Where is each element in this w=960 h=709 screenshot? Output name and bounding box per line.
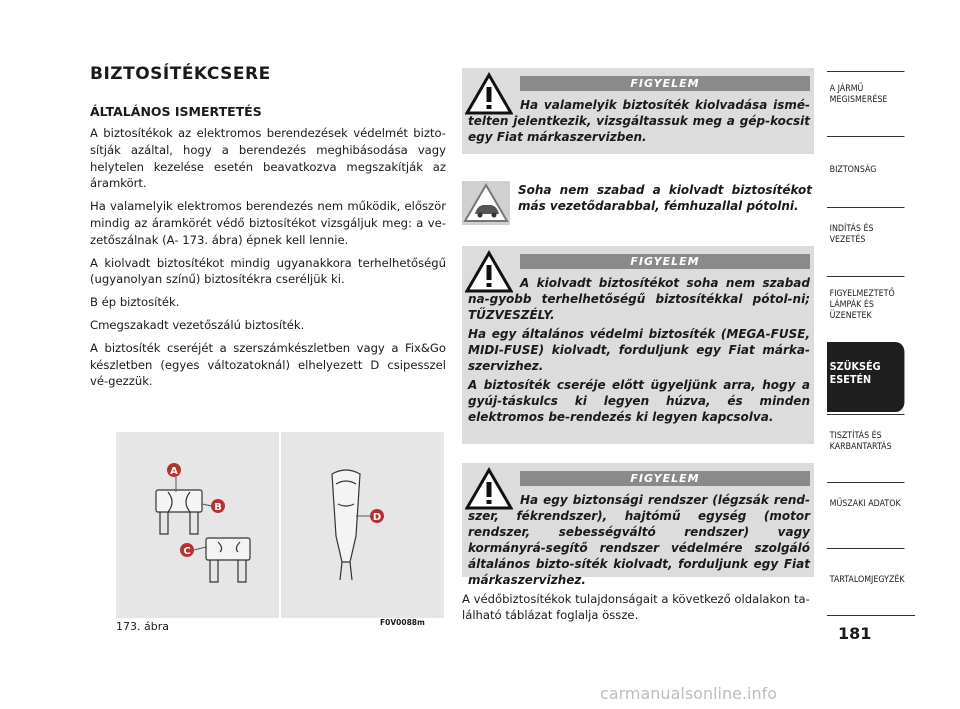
warning-band: FIGYELEM (520, 254, 810, 269)
watermark: carmanualsonline.info (600, 684, 778, 703)
fuse-blown-icon (206, 538, 250, 582)
warning-band: FIGYELEM (520, 76, 810, 91)
fuse-intact-icon (156, 490, 202, 534)
fuse-figure (116, 432, 444, 618)
label-b: B (214, 502, 222, 513)
tab-safety[interactable]: BIZTONSÁG (827, 136, 904, 206)
section-heading: ÁLTALÁNOS ISMERTETÉS (90, 104, 262, 119)
label-d: D (372, 512, 382, 523)
warning-box (462, 68, 814, 154)
warning-band: FIGYELEM (520, 471, 810, 486)
warning-text: Ha egy általános védelmi biztosíték (MEGA-FUSE, MIDI-FUSE) kiolvadt, forduljunk egy Fiat márka-szervizhez. (468, 327, 810, 373)
tab-vehicle[interactable]: A JÁRMŰ MEGISMERÉSE (827, 71, 904, 135)
label-a: A (170, 466, 178, 477)
note-text: Soha nem szabad a kiolvadt biztosítékot más vezetődarabbal, fémhuzallal pótolni. (518, 183, 812, 213)
warning-box (462, 246, 814, 444)
tab-index[interactable]: TARTALOMJEGYZÉK (827, 548, 904, 614)
fuse-illustration (116, 432, 444, 618)
paragraph: Ha valamelyik elektromos berendezés nem működik, először mindig az áramkörét védő biztosítékot vizsgáljuk meg: a ve-zetőszálnak (A- 173. ábra) épnek kell lennie. (90, 199, 446, 247)
main-text-column (90, 64, 446, 396)
tab-maintenance[interactable]: TISZTÍTÁS ÉS KARBANTARTÁS (827, 414, 904, 482)
warning-box (462, 463, 814, 587)
figure-caption: 173. ábra (116, 620, 169, 633)
warning-text: Ha valamelyik biztosíték kiolvadása ismé-telten jelentkezik, vizsgáltassuk meg a gép-kocsit egy Fiat márkaszervizben. (468, 98, 810, 144)
page-title: BIZTOSÍTÉKCSERE (90, 64, 271, 84)
warning-text-group (468, 275, 810, 428)
tab-starting[interactable]: INDÍTÁS ÉS VEZETÉS (827, 207, 904, 275)
tab-specs[interactable]: MŰSZAKI ADATOK (827, 482, 904, 548)
summary-text: A védőbiztosítékok tulajdonságait a következő oldalakon ta-lálható táblázat foglalja össze. (462, 592, 810, 622)
figure-code: F0V0088m (380, 618, 425, 627)
car-warning-icon (462, 181, 510, 225)
fuse-tweezers-icon (332, 470, 360, 580)
paragraph: B ép biztosíték. (90, 295, 180, 310)
warning-text: A kiolvadt biztosítékot soha nem szabad na-gyobb terhelhetőségű biztosítékkal pótol-ni; TŰZVESZÉLY. (468, 276, 810, 322)
label-c: C (183, 546, 191, 557)
paragraph: A biztosítékok az elektromos berendezések védelmét bizto-sítják azáltal, hogy a berendezés meghibásodása vagy helytelen kezelése esetén beavatkozva megszakítják az áramkört. (90, 126, 446, 191)
warning-text: Ha egy biztonsági rendszer (légzsák rend-szer, fékrendszer), hajtómű egység (motor rendszer, sebességváltó rendszer) vagy kormányrá-segítő rendszer védelmére szolgáló általános bizto-síték kiolvadt, forduljunk egy Fiat márkaszervizhez. (468, 493, 810, 587)
page-number: 181 (838, 624, 872, 643)
tab-warning-lamps[interactable]: FIGYELMEZTETŐ LÁMPÁK ÉS ÜZENETEK (827, 276, 904, 342)
note-box (462, 176, 814, 230)
paragraph: A kiolvadt biztosítékot mindig ugyanakkora terhelhetőségű (ugyanolyan színű) biztosítékra cseréljük ki. (90, 255, 446, 287)
warning-text: A biztosíték cseréje előtt ügyeljünk arra, hogy a gyúj-táskulcs ki legyen húzva, és minden elektromos be-rendezés ki legyen kapcsolva. (468, 378, 810, 424)
paragraph: A biztosíték cseréjét a szerszámkészletben vagy a Fix&Go készletben (egyes változatoknál) elhelyezett D csipesszel vé-gezzük. (90, 340, 446, 389)
tab-divider (827, 615, 915, 616)
paragraph: Cmegszakadt vezetőszálú biztosíték. (90, 317, 305, 332)
tab-emergency[interactable]: SZÜKSÉG ESETÉN (827, 342, 904, 412)
